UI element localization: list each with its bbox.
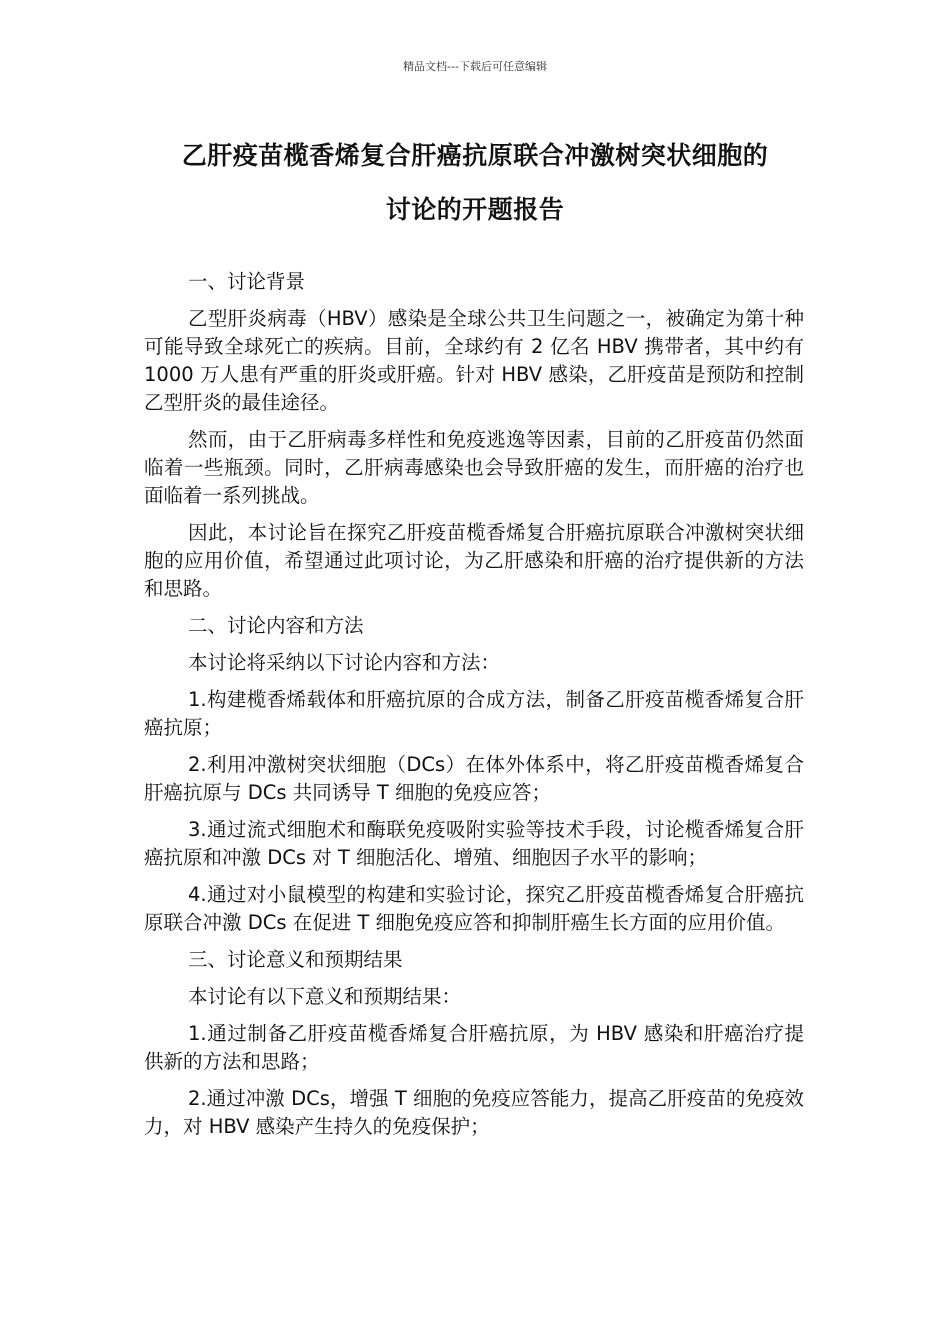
section-heading-content-methods: 二、讨论内容和方法	[188, 614, 364, 637]
paragraph: 本讨论有以下意义和预期结果：	[188, 985, 462, 1008]
list-item: 1.通过制备乙肝疫苗榄香烯复合肝癌抗原，为 HBV 感染和肝癌治疗提供新的方法和思路；	[144, 1022, 804, 1073]
paragraph: 本讨论将采纳以下讨论内容和方法：	[188, 651, 501, 674]
paragraph: 然而，由于乙肝病毒多样性和免疫逃逸等因素，目前的乙肝疫苗仍然面临着一些瓶颈。同时，乙肝病毒感染也会导致肝癌的发生，而肝癌的治疗也面临着一系列挑战。	[144, 428, 804, 507]
header-note: 精品文档---下载后可任意编辑	[403, 60, 547, 73]
paragraph: 乙型肝炎病毒（HBV）感染是全球公共卫生问题之一，被确定为第十种可能导致全球死亡的疾病。目前，全球约有 2 亿名 HBV 携带者，其中约有 1000 万人患有严重的肝炎或肝癌。针对 HBV 感染，乙肝疫苗是预防和控制乙型肝炎的最佳途径。	[144, 307, 804, 414]
list-item: 4.通过对小鼠模型的构建和实验讨论，探究乙肝疫苗榄香烯复合肝癌抗原联合冲激 DCs 在促进 T 细胞免疫应答和抑制肝癌生长方面的应用价值。	[144, 883, 804, 934]
list-item: 3.通过流式细胞术和酶联免疫吸附实验等技术手段，讨论榄香烯复合肝癌抗原和冲激 DCs 对 T 细胞活化、增殖、细胞因子水平的影响；	[144, 818, 804, 869]
section-heading-significance: 三、讨论意义和预期结果	[188, 948, 403, 971]
document-title-line-1: 乙肝疫苗榄香烯复合肝癌抗原联合冲激树突状细胞的	[181, 141, 769, 170]
document-title-line-2: 讨论的开题报告	[385, 195, 565, 224]
list-item: 1.构建榄香烯载体和肝癌抗原的合成方法，制备乙肝疫苗榄香烯复合肝癌抗原；	[144, 688, 804, 739]
list-item: 2.利用冲激树突状细胞（DCs）在体外体系中，将乙肝疫苗榄香烯复合肝癌抗原与 DCs 共同诱导 T 细胞的免疫应答；	[144, 753, 804, 804]
document-body	[144, 268, 804, 1150]
paragraph: 因此，本讨论旨在探究乙肝疫苗榄香烯复合肝癌抗原联合冲激树突状细胞的应用价值，希望通过此项讨论，为乙肝感染和肝癌的治疗提供新的方法和思路。	[144, 521, 804, 600]
list-item: 2.通过冲激 DCs，增强 T 细胞的免疫应答能力，提高乙肝疫苗的免疫效力，对 HBV 感染产生持久的免疫保护；	[144, 1087, 804, 1138]
section-heading-background: 一、讨论背景	[188, 270, 306, 293]
